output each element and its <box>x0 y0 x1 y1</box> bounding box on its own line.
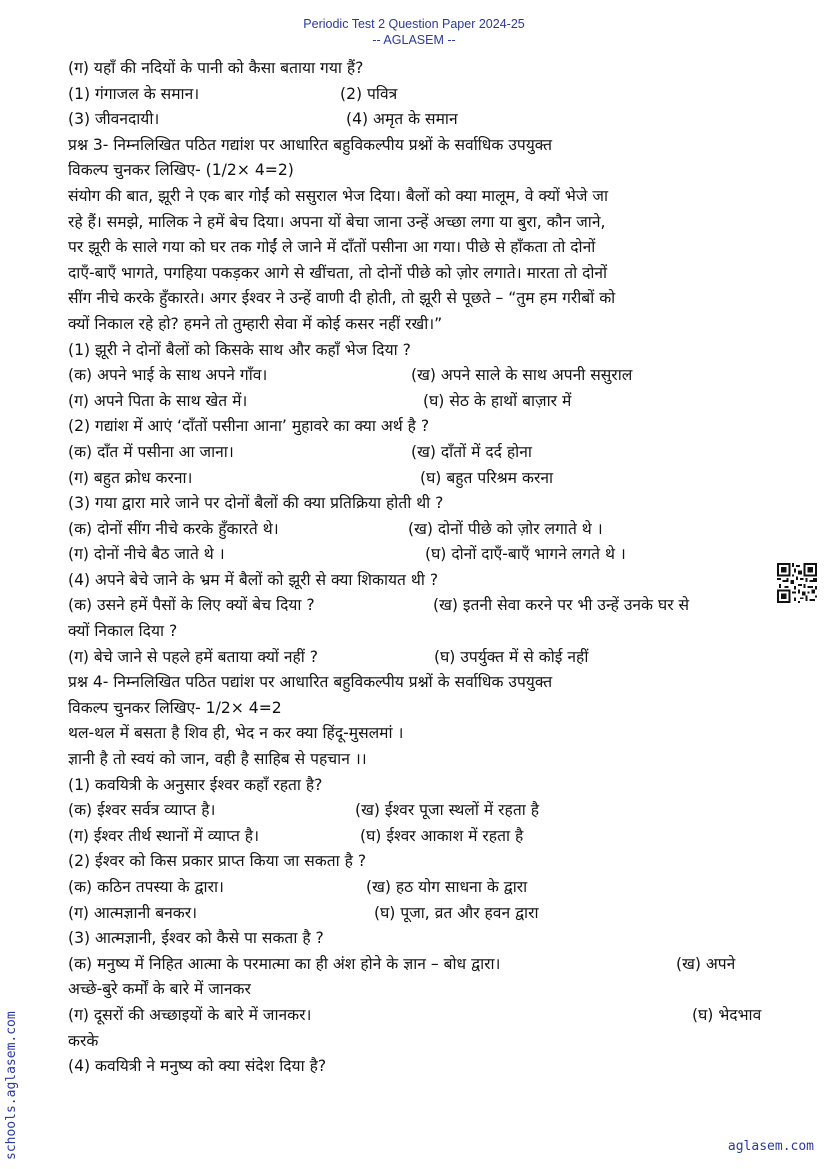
text-line <box>68 568 788 594</box>
option-text: (ख) अपने <box>676 954 736 973</box>
option-text: (घ) दोनों दाएँ-बाएँ भागने लगते थे । <box>425 545 626 564</box>
text-line <box>68 133 788 159</box>
text-line <box>68 926 788 952</box>
line-text: (ग) दूसरों की अच्छाइयों के बारे में जानकर। <box>68 1005 312 1024</box>
text-line <box>68 1003 788 1029</box>
text-line <box>68 389 788 415</box>
line-text: सींग नीचे करके हुँकारते। अगर ईश्वर ने उन्हें वाणी दी होती, तो झूरी से पूछते – “तुम हम गरीबों को <box>68 289 616 308</box>
line-text: दाएँ-बाएँ भागते, पगहिया पकड़कर आगे से खींचता, तो दोनों पीछे को ज़ोर लगाते। मारता तो दोनों <box>68 263 608 282</box>
text-line <box>68 619 788 645</box>
line-text: (ग) अपने पिता के साथ खेत में। <box>68 391 248 410</box>
line-text: ज्ञानी है तो स्वयं को जान, वही है साहिब से पहचान ।। <box>68 750 367 769</box>
line-text: पर झूरी के साले गया को घर तक गोईं ले जाने में दाँतों पसीना आ गया। पीछे से हाँकता तो दोनों <box>68 238 596 257</box>
line-text: (क) अपने भाई के साथ अपने गाँव। <box>68 366 268 385</box>
line-text: (1) गंगाजल के समान। <box>68 84 200 103</box>
text-line <box>68 1029 788 1055</box>
line-text: (ग) बेचे जाने से पहले हमें बताया क्यों नहीं ? <box>68 647 319 666</box>
text-line <box>68 542 788 568</box>
text-line <box>68 82 788 108</box>
line-text: (क) दोनों सींग नीचे करके हुँकारते थे। <box>68 519 279 538</box>
text-line <box>68 440 788 466</box>
text-line <box>68 901 788 927</box>
text-line <box>68 466 788 492</box>
text-line <box>68 875 788 901</box>
text-line <box>68 824 788 850</box>
option-text: (ख) हठ योग साधना के द्वारा <box>366 878 528 896</box>
line-text: (3) आत्मज्ञानी, ईश्वर को कैसे पा सकता है ? <box>68 929 324 948</box>
option-text: (ख) दाँतों में दर्द होना <box>411 442 532 461</box>
text-line <box>68 286 788 312</box>
option-text: (घ) पूजा, व्रत और हवन द्वारा <box>374 903 539 922</box>
side-watermark-url: schools.aglasem.com <box>4 1011 19 1160</box>
option-text: (ख) ईश्वर पूजा स्थलों में रहता है <box>355 801 539 820</box>
text-line <box>68 593 788 619</box>
line-text: (1) कवयित्री के अनुसार ईश्वर कहाँ रहता है? <box>68 775 323 794</box>
line-text: (4) अपने बेचे जाने के भ्रम में बैलों को झूरी से क्या शिकायत थी ? <box>68 570 439 589</box>
text-line <box>68 56 788 82</box>
text-line <box>68 235 788 261</box>
text-line <box>68 645 788 671</box>
option-text: (ख) दोनों पीछे को ज़ोर लगाते थे । <box>408 519 603 538</box>
line-text: (2) ईश्वर को किस प्रकार प्राप्त किया जा सकता है ? <box>68 852 367 871</box>
qr-code-icon <box>777 563 817 603</box>
option-text: (घ) उपर्युक्त में से कोई नहीं <box>434 647 589 666</box>
line-text: अच्छे-बुरे कर्मों के बारे में जानकर <box>68 980 251 999</box>
line-text: (ग) यहाँ की नदियों के पानी को कैसा बताया गया हैं? <box>68 59 364 77</box>
line-text: (3) जीवनदायी। <box>68 110 160 129</box>
line-text: (क) ईश्वर सर्वत्र व्याप्त है। <box>68 801 216 820</box>
text-line <box>68 363 788 389</box>
text-line <box>68 773 788 799</box>
line-text: विकल्प चुनकर लिखिए- (1/2× 4=2) <box>68 161 294 180</box>
option-text: (ख) अपने साले के साथ अपनी ससुराल <box>411 366 633 385</box>
line-text: क्यों निकाल दिया ? <box>68 622 178 641</box>
line-text: करके <box>68 1031 99 1050</box>
text-line <box>68 414 788 440</box>
text-line <box>68 158 788 184</box>
line-text: क्यों निकाल रहे हो? हमने तो तुम्हारी सेवा में कोई कसर नहीं रखी।” <box>68 314 443 333</box>
line-text: (ग) दोनों नीचे बैठ जाते थे । <box>68 545 225 564</box>
text-line <box>68 747 788 773</box>
line-text: थल-थल में बसता है शिव ही, भेद न कर क्या हिंदू-मुसलमां । <box>68 724 404 743</box>
option-text: (2) पवित्र <box>340 84 398 103</box>
line-text: रहे हैं। समझे, मालिक ने हमें बेच दिया। अपना यों बेचा जाना उन्हें अच्छा लगा या बुरा, कौन जाने, <box>68 212 606 231</box>
option-text: (घ) भेदभाव <box>692 1005 762 1024</box>
text-line <box>68 849 788 875</box>
option-text: (ख) इतनी सेवा करने पर भी उन्हें उनके घर से <box>433 596 690 615</box>
text-line <box>68 517 788 543</box>
text-line <box>68 107 788 133</box>
line-text: प्रश्न 3- निम्नलिखित पठित गद्यांश पर आधारित बहुविकल्पीय प्रश्नों के सर्वाधिक उपयुक्त <box>68 135 553 154</box>
header-title: Periodic Test 2 Question Paper 2024-25 <box>303 17 525 31</box>
text-line <box>68 952 788 978</box>
option-text: (घ) सेठ के हाथों बाज़ार में <box>423 391 572 410</box>
text-line <box>68 798 788 824</box>
option-text: (4) अमृत के समान <box>346 110 458 129</box>
line-text: (2) गद्यांश में आएं ‘दाँतों पसीना आना’ मुहावरे का क्या अर्थ है ? <box>68 417 430 436</box>
footer-watermark-url: aglasem.com <box>727 1139 814 1154</box>
text-line <box>68 670 788 696</box>
line-text: (क) मनुष्य में निहित आत्मा के परमात्मा का ही अंश होने के ज्ञान – बोध द्वारा। <box>68 954 501 973</box>
text-line <box>68 721 788 747</box>
header-source: -- AGLASEM -- <box>372 33 456 47</box>
line-text: (3) गया द्वारा मारे जाने पर दोनों बैलों की क्या प्रतिक्रिया होती थी ? <box>68 494 444 513</box>
line-text: (ग) बहुत क्रोध करना। <box>68 468 193 487</box>
line-text: (क) उसने हमें पैसों के लिए क्यों बेच दिया ? <box>68 596 315 615</box>
line-text: विकल्प चुनकर लिखिए- 1/2× 4=2 <box>68 698 282 717</box>
text-line <box>68 696 788 722</box>
text-line <box>68 261 788 287</box>
text-line <box>68 312 788 338</box>
line-text: (4) कवयित्री ने मनुष्य को क्या संदेश दिया है? <box>68 1057 327 1076</box>
line-text: संयोग की बात, झूरी ने एक बार गोईं को ससुराल भेज दिया। बैलों को क्या मालूम, वे क्यों भेजे जा <box>68 186 608 205</box>
text-line <box>68 491 788 517</box>
line-text: (क) दाँत में पसीना आ जाना। <box>68 442 234 461</box>
text-line <box>68 1054 788 1080</box>
text-line <box>68 977 788 1003</box>
option-text: (घ) ईश्वर आकाश में रहता है <box>360 826 524 845</box>
text-line <box>68 210 788 236</box>
line-text: (1) झूरी ने दोनों बैलों को किसके साथ और कहाँ भेज दिया ? <box>68 340 411 359</box>
line-text: (ग) ईश्वर तीर्थ स्थानों में व्याप्त है। <box>68 826 259 845</box>
text-line <box>68 184 788 210</box>
line-text: प्रश्न 4- निम्नलिखित पठित पद्यांश पर आधारित बहुविकल्पीय प्रश्नों के सर्वाधिक उपयुक्त <box>68 673 553 692</box>
option-text: (घ) बहुत परिश्रम करना <box>420 468 554 487</box>
line-text: (क) कठिन तपस्या के द्वारा। <box>68 878 224 896</box>
text-line <box>68 338 788 364</box>
question-paper-body <box>68 56 788 1080</box>
line-text: (ग) आत्मज्ञानी बनकर। <box>68 903 198 922</box>
